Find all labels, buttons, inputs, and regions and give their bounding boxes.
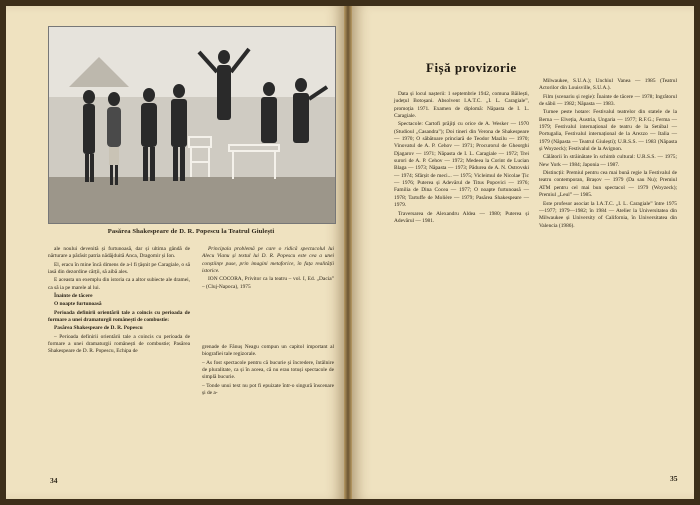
paragraph: Milwaukee, S.U.A.); Unchiul Vanea — 1985 (Teatrul Actorilor din Louisville, S.U.A.). bbox=[539, 78, 677, 92]
paragraph: Turnee peste hotare: Festivalul teatrelor din statele de la Berna — Elveția, Austria, Ungaria — 1977; R.F.G.; Ferma — 1979; Festivalul internațional de teatru de la Setúbal — Portugalia, Festivalul internațional de la Arezzo — Italia — 1979 (Năpasta — Teatrul Giulești); U.R.S.S. — 1983 (Năpasta și Woyzeck); Festivalul de la Avignon. bbox=[539, 109, 677, 153]
left-column-1 bbox=[48, 246, 190, 357]
paragraph bbox=[48, 293, 190, 300]
stage-photo-graphic bbox=[49, 27, 335, 223]
bold-title: Pasărea Shakespeare de D. R. Popescu bbox=[54, 325, 143, 332]
paragraph: Spectacole: Cartofi prăjiți cu orice de A. Wesker — 1970 (Studioul „Casandra”); Doi tineri din Verona de Shakespeare — 1970; O săbătoare princiară de Teodor Mazilu — 1970; Vinovatul de A. P. Cehov — 1971; Procurorul de Gheorghi Djagarov — 1971; Năpasta de I. L. Caragiale — 1972; Trei surori de A. P. Cehov — 1972; Medeea la Corint de Lucian Blaga — 1973; Năpasta — 1973; Pădurea de A. N. Ostrovski — 1974; Sfârșit de meci... — 1975; Vicleimul de Nicolae Țic — 1976; Puterea și Adevărul de Titus Popovici — 1976; Familia de Dina Cocea — 1977; O noapte furtunoasă — 1978; Tartuffe de Molière — 1979; Pasărea Shakespeare — 1979. bbox=[394, 121, 529, 209]
paragraph: Călătorii în străinătate în schimb cultural: U.R.S.S. — 1975; New York — 1984; Japonia — 1987. bbox=[539, 154, 677, 168]
paragraph: Film (scenariu și regie): Înainte de tăcere — 1978; Ingrătorul de săbii — 1982; Năpasta — 1983. bbox=[539, 93, 677, 108]
bold-title: O noapte furtunoasă bbox=[54, 301, 102, 308]
quote-column bbox=[202, 246, 334, 292]
right-column-1 bbox=[394, 91, 529, 226]
paragraph: Traversarea de Alexandru Aldea — 1980; Puterea și Adevărul — 1981. bbox=[394, 210, 529, 224]
quote-text: Principala problemă pe care o ridică spectacolul lui Alecu Vianu și textul lui D. R. Popescu este cea a unei conștiințe puse, prin imagini metaforice, în fața realității istorice. bbox=[202, 246, 334, 275]
paragraph: Distincții: Premiul pentru cea mai bună regie la Festivalul de teatru contemporan, Brașov — 1979 (Da sau Nu); Premiul ATM pentru cel mai bun spectacol — 1979 (Woyzeck); Premiul „Leul” — 1985. bbox=[539, 170, 677, 199]
left-page bbox=[6, 6, 344, 499]
page-number-left: 34 bbox=[50, 476, 58, 485]
paragraph: grenade de Fănuș Neagu compun un capitol important al biografiei tale regizorale. bbox=[202, 344, 334, 358]
photo-caption: Pasărea Shakespeare de D. R. Popescu la Teatrul Giulești bbox=[107, 228, 275, 235]
book-gutter bbox=[344, 6, 352, 499]
page-number-right: 35 bbox=[670, 474, 678, 483]
paragraph: Data și locul nașterii: 1 septembrie 1942, comuna Băilești, județul Botoșani. Absolvent I.A.T.C. „I. L. Caragiale”, promoția 1971. Examen de diplomă: Năpasta de I. L. Caragiale. bbox=[394, 91, 529, 120]
bold-question: Perioada definirii orientării tale a coincis cu perioada de formare a unei dramaturgii românești de combustie: bbox=[48, 309, 190, 324]
page-title: Fișă provizorie bbox=[426, 60, 517, 75]
right-column-2 bbox=[539, 78, 677, 231]
paragraph: E aceasta un exemplu din istoria ca a altor subiecte ale dramei, ca să ia pe marele al lui. bbox=[48, 277, 190, 291]
paragraph: Este profesor asociat la I.A.T.C. „I. L. Caragiale” între 1975—1977; 1979—1982; în 1984 — Atelier la Universitatea din Milwaukee și University of California, în Universitatea din Valencia (1986). bbox=[539, 200, 677, 229]
paragraph: El, eracu în mine încă dimens de a-l fi țâșnit pe Caragiale, o să iasă din dezordine cărții, să aibă ales. bbox=[48, 261, 190, 276]
stage-photo bbox=[48, 26, 336, 224]
right-page bbox=[352, 6, 694, 499]
paragraph bbox=[48, 310, 190, 325]
left-column-3 bbox=[202, 344, 334, 398]
paragraph bbox=[48, 325, 190, 332]
paragraph: ale noului devenită și furtunoasă, dar și ultima gândă de nărturare a părăsit patria nădăjduită Anca, Dragomir și Ion. bbox=[48, 246, 190, 260]
bold-title: Înainte de tăcere bbox=[54, 293, 93, 300]
paragraph bbox=[48, 301, 190, 308]
paragraph: – Perioada definirii orientării tale a coincis cu perioada de formare a unei dramaturgii românești de combustie; Pasărea Shakespeare de D. R. Popescu, Echipa de bbox=[48, 333, 190, 355]
paragraph: – Tonde unui text nu pot fi epuizate într-o singură înscenare și de a- bbox=[202, 382, 334, 397]
quote-signature: ION COCORA, Privitor ca la teatru – vol. I, Ed. „Dacia” – (Cluj-Napoca), 1975 bbox=[202, 276, 334, 290]
paragraph: – As fost spectacole pentru că bucurie și încredere, întâlnire de pluralitate, ca și în aceea, că nu erau totuși spectacole de simplă bucurie. bbox=[202, 359, 334, 381]
